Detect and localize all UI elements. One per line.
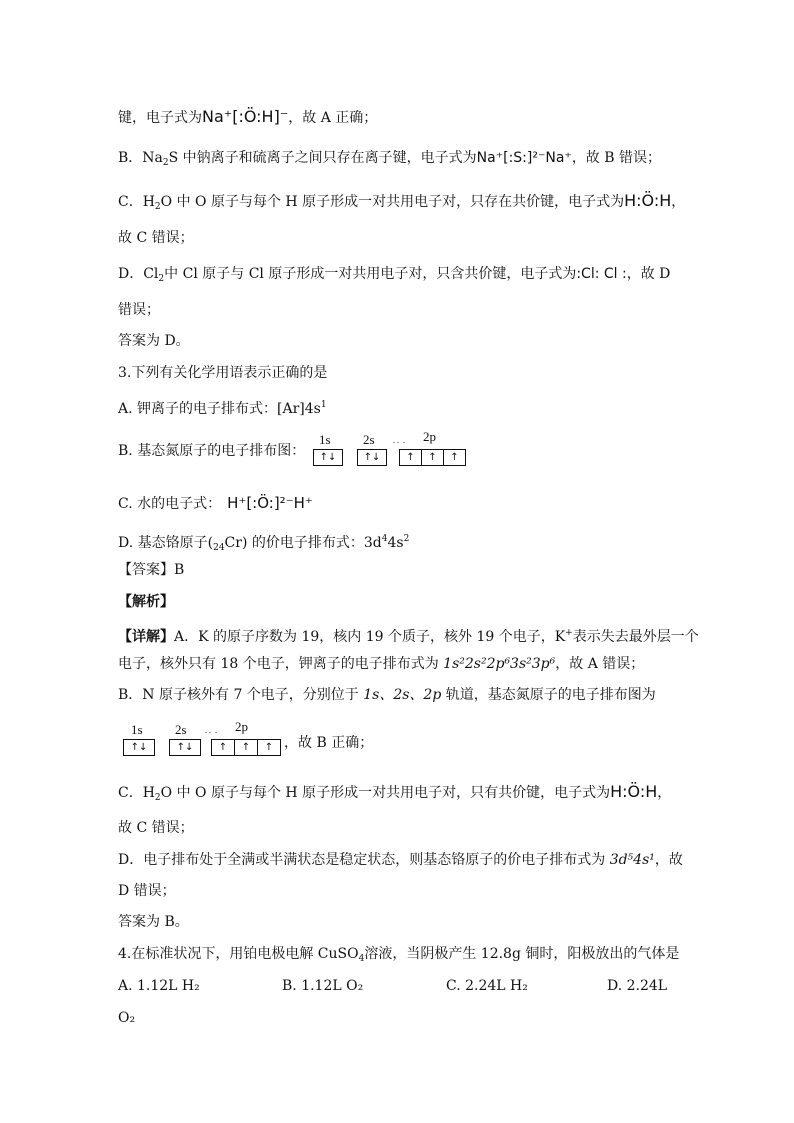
orbital-2s: [169, 739, 201, 756]
text: A．K 的原子序数为 19，核内 19 个质子，核外 19 个电子，K: [174, 629, 566, 645]
orbital-box: ↑: [400, 450, 422, 465]
text: 4.在标准状况下，用铂电极电解 CuSO: [118, 946, 359, 962]
subscript: 2: [158, 274, 165, 284]
superscript: +: [565, 628, 573, 638]
text: ，: [657, 785, 672, 801]
option-3a: [118, 395, 327, 419]
naoh-electron-formula: Na⁺[:Ö:H]⁻: [202, 107, 289, 126]
answer-label: 【答案】B: [118, 562, 185, 578]
detail-line-3: [118, 685, 656, 705]
analysis-label: 【解析】: [118, 594, 174, 610]
orbital-label: 2p: [423, 429, 436, 444]
detail-line-2: [118, 654, 644, 674]
orbital-box: ↑: [235, 740, 258, 755]
subscript: 2: [154, 793, 161, 803]
text: 电子，核外只有 18 个电子，钾离子的电子排布式为: [118, 656, 444, 672]
detail-line-4: ，故 B 正确；: [284, 735, 374, 751]
text: 中 Cl 原子与 Cl 原子形成一对共用电子对，只含共价键，电子式为: [164, 266, 577, 282]
superscript: 2: [403, 534, 410, 544]
line-2: [118, 148, 661, 173]
orbital-2p: [399, 449, 466, 466]
orbital-box: ↑: [264, 742, 274, 753]
superscript: 4: [381, 534, 388, 544]
orbital-box: ↑↓: [363, 452, 381, 463]
text: 4s: [387, 535, 404, 551]
orbital-names: 1s、2s、2p: [363, 687, 442, 703]
text: D．电子排布处于全满或半满状态是稳定状态，则基态铬原子的价电子排布式为: [118, 852, 610, 868]
detail-line-8: D 错误；: [118, 883, 176, 899]
text: O 中 O 原子与每个 H 原子形成一对共用电子对，只存在共价键，电子式为: [160, 194, 625, 210]
option-3d: [118, 529, 409, 558]
h2o-electron-formula-2: H:Ö:H: [610, 782, 658, 801]
orbital-label: 1s: [131, 722, 143, 737]
orbital-box: ↑: [212, 740, 235, 755]
detail-line-5: [118, 782, 671, 808]
orbital-label: 2s: [363, 432, 375, 447]
orbital-box: ↑↓: [176, 742, 194, 753]
line-6: 错误；: [118, 302, 160, 318]
text: ，故 B 错误；: [571, 150, 662, 166]
text: A. 钾离子的电子排布式：[Ar]4s: [118, 401, 321, 417]
detail-line-7: [118, 850, 683, 870]
subscript: 4: [358, 954, 365, 964]
orbital-1s: [123, 739, 155, 756]
option-4d-continued: O₂: [118, 1010, 136, 1026]
text: D．Cl: [118, 266, 159, 282]
text: Cr) 的价电子排布式：3d: [224, 535, 382, 551]
detail-line-9: 答案为 B。: [118, 914, 189, 930]
line-4: 故 C 错误；: [118, 230, 194, 246]
option-4a: A. 1.12L H₂: [118, 978, 200, 994]
text: 轨道，基态氮原子的电子排布图为: [441, 687, 656, 703]
text: ，故 A 错误；: [555, 656, 645, 672]
h2o-electron-formula: H:Ö:H: [624, 191, 672, 210]
orbital-box: ↑↓: [130, 742, 148, 753]
text: 溶液，当阴极产生 12.8g 铜时，阳极放出的气体是: [364, 946, 680, 962]
detail-tag: 【详解】: [118, 629, 174, 645]
text: B．N 原子核外有 7 个电子，分别位于: [118, 687, 364, 703]
orbital-2p: [211, 739, 281, 756]
cl2-electron-formula: :Cl: Cl :: [576, 266, 627, 282]
text: D. 基态铬原子(: [118, 535, 214, 551]
orbital-box: ↑: [450, 452, 459, 463]
orbital-label: 2s: [175, 722, 187, 737]
orbital-label: 1s: [319, 432, 331, 447]
cr-valence-configuration: 3d⁵4s¹: [609, 852, 655, 868]
line-3: [118, 191, 685, 217]
text: 键，电子式为: [118, 110, 202, 126]
line-5: [118, 264, 670, 289]
line-7: 答案为 D。: [118, 333, 190, 349]
line-1: [118, 107, 377, 128]
text: B．Na: [118, 150, 163, 166]
option-4c: C. 2.24L H₂: [446, 978, 528, 994]
subscript: 2: [154, 202, 161, 212]
orbital-box: ↑↓: [319, 452, 337, 463]
k-ion-configuration: 1s²2s²2p⁶3s²3p⁶: [443, 656, 556, 672]
subscript: 2: [162, 158, 169, 168]
option-4d: D. 2.24L: [607, 978, 668, 994]
orbital-2s: [357, 449, 387, 466]
text: ，故: [654, 852, 683, 868]
h2o-ionic-electron-formula: H⁺[:Ö:]²⁻H⁺: [227, 494, 313, 512]
orbital-1s: [313, 449, 343, 466]
text: 表示失去最外层一个: [572, 629, 699, 645]
superscript: 1: [320, 400, 327, 410]
subscript: 24: [213, 543, 225, 553]
option-3b: B. 基态氮原子的电子排布图：: [118, 443, 306, 459]
orbital-label: 2p: [235, 719, 248, 734]
detail-line-1: [118, 623, 699, 647]
na2s-electron-formula: Na⁺[:S:]²⁻Na⁺: [476, 150, 572, 166]
text: C．H: [118, 194, 155, 210]
text: ，: [671, 194, 686, 210]
text: C．H: [118, 785, 155, 801]
detail-line-6: 故 C 错误；: [118, 820, 194, 836]
text: C. 水的电子式：: [118, 496, 222, 512]
text: ，故 D: [626, 266, 671, 282]
option-3c: [118, 493, 313, 514]
question-3-stem: 3.下列有关化学用语表示正确的是: [118, 365, 328, 381]
text: ，故 A 正确；: [288, 110, 378, 126]
question-4-stem: [118, 944, 679, 969]
option-4b: B. 1.12L O₂: [282, 978, 364, 994]
text: S 中钠离子和硫离子之间只存在离子键，电子式为: [168, 150, 477, 166]
orbital-box: ↑: [422, 450, 444, 465]
text: O 中 O 原子与每个 H 原子形成一对共用电子对，只有共价键，电子式为: [160, 785, 611, 801]
